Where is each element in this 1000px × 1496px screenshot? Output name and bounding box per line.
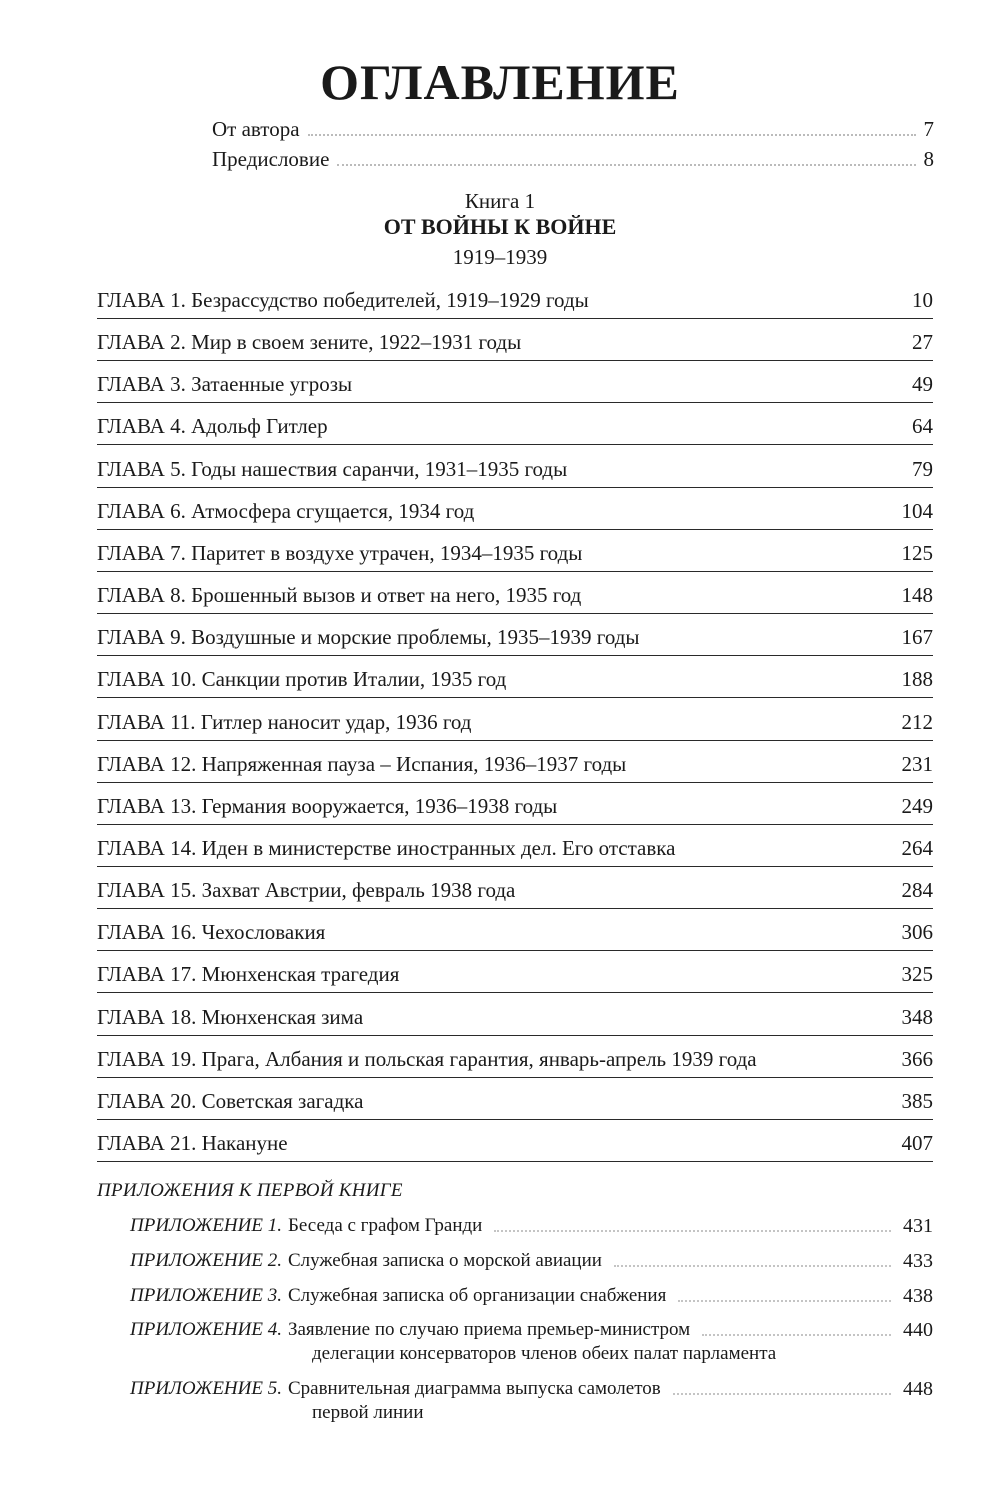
chapter-page: 284 <box>901 878 933 903</box>
appendix-title-continuation: делегации консерваторов членов обеих палат парламента <box>312 1343 777 1364</box>
chapter-row <box>97 699 933 741</box>
chapter-row <box>97 825 933 867</box>
chapter-row <box>97 403 933 445</box>
appendix-item <box>130 1214 933 1238</box>
chapter-page: 306 <box>901 920 933 945</box>
chapter-title: ГЛАВА 20. Советская загадка <box>97 1088 364 1113</box>
chapter-row <box>97 783 933 825</box>
chapter-page: 264 <box>901 835 933 860</box>
chapter-title: ГЛАВА 10. Санкции против Италии, 1935 год <box>97 667 507 692</box>
appendix-label: ПРИЛОЖЕНИЕ 3. <box>130 1285 282 1306</box>
chapter-row <box>97 530 933 572</box>
chapter-row <box>97 1036 933 1078</box>
appendix-line <box>130 1214 933 1238</box>
chapter-page: 385 <box>901 1088 933 1113</box>
chapter-row <box>97 1120 933 1162</box>
chapter-title: ГЛАВА 19. Прага, Албания и польская гарантия, январь-апрель 1939 года <box>97 1046 757 1071</box>
appendix-label: ПРИЛОЖЕНИЕ 4. <box>130 1319 282 1340</box>
chapter-title: ГЛАВА 6. Атмосфера сгущается, 1934 год <box>97 498 475 523</box>
chapter-title: ГЛАВА 2. Мир в своем зените, 1922–1931 годы <box>97 330 522 355</box>
chapter-page: 212 <box>901 709 933 734</box>
chapter-page: 79 <box>912 456 933 481</box>
appendix-title: Сравнительная диаграмма выпуска самолетов <box>287 1378 661 1399</box>
chapter-page: 148 <box>901 583 933 608</box>
chapter-row <box>97 656 933 698</box>
chapter-page: 10 <box>912 288 933 312</box>
appendix-item <box>130 1249 933 1273</box>
appendix-line <box>130 1284 933 1308</box>
chapter-title: ГЛАВА 7. Паритет в воздухе утрачен, 1934–1935 годы <box>97 540 583 565</box>
appendix-page: 438 <box>903 1285 933 1307</box>
appendices-heading: ПРИЛОЖЕНИЯ К ПЕРВОЙ КНИГЕ <box>97 1180 403 1201</box>
appendix-item <box>130 1377 933 1425</box>
dot-leader <box>702 1334 891 1336</box>
chapter-title: ГЛАВА 15. Захват Австрии, февраль 1938 года <box>97 878 516 903</box>
chapter-title: ГЛАВА 5. Годы нашествия саранчи, 1931–1935 годы <box>97 456 568 481</box>
chapter-row <box>97 741 933 783</box>
dot-leader <box>673 1393 891 1395</box>
dot-leader <box>678 1300 891 1302</box>
appendix-title: Служебная записка об организации снабжения <box>287 1285 667 1306</box>
appendix-title: Служебная записка о морской авиации <box>287 1250 602 1271</box>
chapter-title: ГЛАВА 8. Брошенный вызов и ответ на него, 1935 год <box>97 583 582 608</box>
appendix-line <box>130 1377 933 1401</box>
chapter-title: ГЛАВА 3. Затаенные угрозы <box>97 372 353 397</box>
chapter-row <box>97 277 933 319</box>
appendix-page: 448 <box>903 1378 933 1400</box>
chapter-page: 64 <box>912 414 933 439</box>
chapter-title: ГЛАВА 1. Безрассудство победителей, 1919–1929 годы <box>97 288 589 312</box>
front-matter-item <box>212 145 934 173</box>
chapter-page: 125 <box>901 540 933 565</box>
chapter-page: 366 <box>901 1046 933 1071</box>
appendix-page: 440 <box>903 1319 933 1341</box>
chapter-title: ГЛАВА 11. Гитлер наносит удар, 1936 год <box>97 709 472 734</box>
chapter-row <box>97 319 933 361</box>
chapter-row <box>97 994 933 1036</box>
dot-leader <box>614 1265 891 1267</box>
dot-leader <box>494 1230 891 1232</box>
chapter-page: 188 <box>901 667 933 692</box>
book-title: ОТ ВОЙНЫ К ВОЙНЕ <box>383 214 617 239</box>
appendix-item <box>130 1318 933 1366</box>
appendix-item <box>130 1284 933 1308</box>
appendix-title: Заявление по случаю приема премьер-министром <box>287 1319 691 1340</box>
chapter-page: 348 <box>901 1004 933 1029</box>
chapter-row <box>97 909 933 951</box>
chapter-page: 104 <box>901 498 933 523</box>
book-years: 1919–1939 <box>452 245 548 269</box>
appendix-title: Беседа с графом Гранди <box>287 1215 483 1236</box>
chapter-row <box>97 488 933 530</box>
chapter-row <box>97 446 933 488</box>
chapter-row <box>97 614 933 656</box>
front-matter-page: 8 <box>923 147 934 171</box>
dot-leader <box>308 134 916 136</box>
appendix-page: 431 <box>903 1215 933 1237</box>
front-matter-title: От автора <box>212 117 300 141</box>
chapter-page: 231 <box>901 751 933 776</box>
chapter-page: 249 <box>901 793 933 818</box>
chapter-page: 325 <box>901 962 933 987</box>
appendix-line <box>130 1318 933 1342</box>
chapter-page: 27 <box>912 330 933 355</box>
chapter-title: ГЛАВА 4. Адольф Гитлер <box>97 414 328 439</box>
chapter-row <box>97 572 933 614</box>
chapter-title: ГЛАВА 13. Германия вооружается, 1936–1938 годы <box>97 793 558 818</box>
chapter-page: 167 <box>901 625 933 650</box>
chapter-row <box>97 361 933 403</box>
chapter-title: ГЛАВА 21. Накануне <box>97 1131 288 1155</box>
front-matter-title: Предисловие <box>212 147 330 171</box>
appendix-label: ПРИЛОЖЕНИЕ 1. <box>130 1215 282 1236</box>
chapter-page: 407 <box>901 1131 933 1155</box>
chapter-title: ГЛАВА 14. Иден в министерстве иностранных дел. Его отставка <box>97 835 676 860</box>
dot-leader <box>337 164 915 166</box>
appendix-line <box>130 1249 933 1273</box>
chapter-title: ГЛАВА 12. Напряженная пауза – Испания, 1936–1937 годы <box>97 751 627 776</box>
front-matter-page: 7 <box>923 117 934 141</box>
chapter-title: ГЛАВА 9. Воздушные и морские проблемы, 1935–1939 годы <box>97 625 640 650</box>
page-title: ОГЛАВЛЕНИЕ <box>320 54 680 110</box>
chapter-title: ГЛАВА 18. Мюнхенская зима <box>97 1004 364 1029</box>
appendix-title-continuation: первой линии <box>312 1402 424 1423</box>
chapter-row <box>97 867 933 909</box>
front-matter-item <box>212 115 934 143</box>
appendix-page: 433 <box>903 1250 933 1272</box>
chapter-title: ГЛАВА 16. Чехословакия <box>97 920 326 945</box>
appendix-label: ПРИЛОЖЕНИЕ 5. <box>130 1378 282 1399</box>
chapter-row <box>97 1078 933 1120</box>
chapter-page: 49 <box>912 372 933 397</box>
chapter-title: ГЛАВА 17. Мюнхенская трагедия <box>97 962 400 987</box>
appendix-label: ПРИЛОЖЕНИЕ 2. <box>130 1250 282 1271</box>
chapter-row <box>97 951 933 993</box>
book-number: Книга 1 <box>464 189 536 213</box>
